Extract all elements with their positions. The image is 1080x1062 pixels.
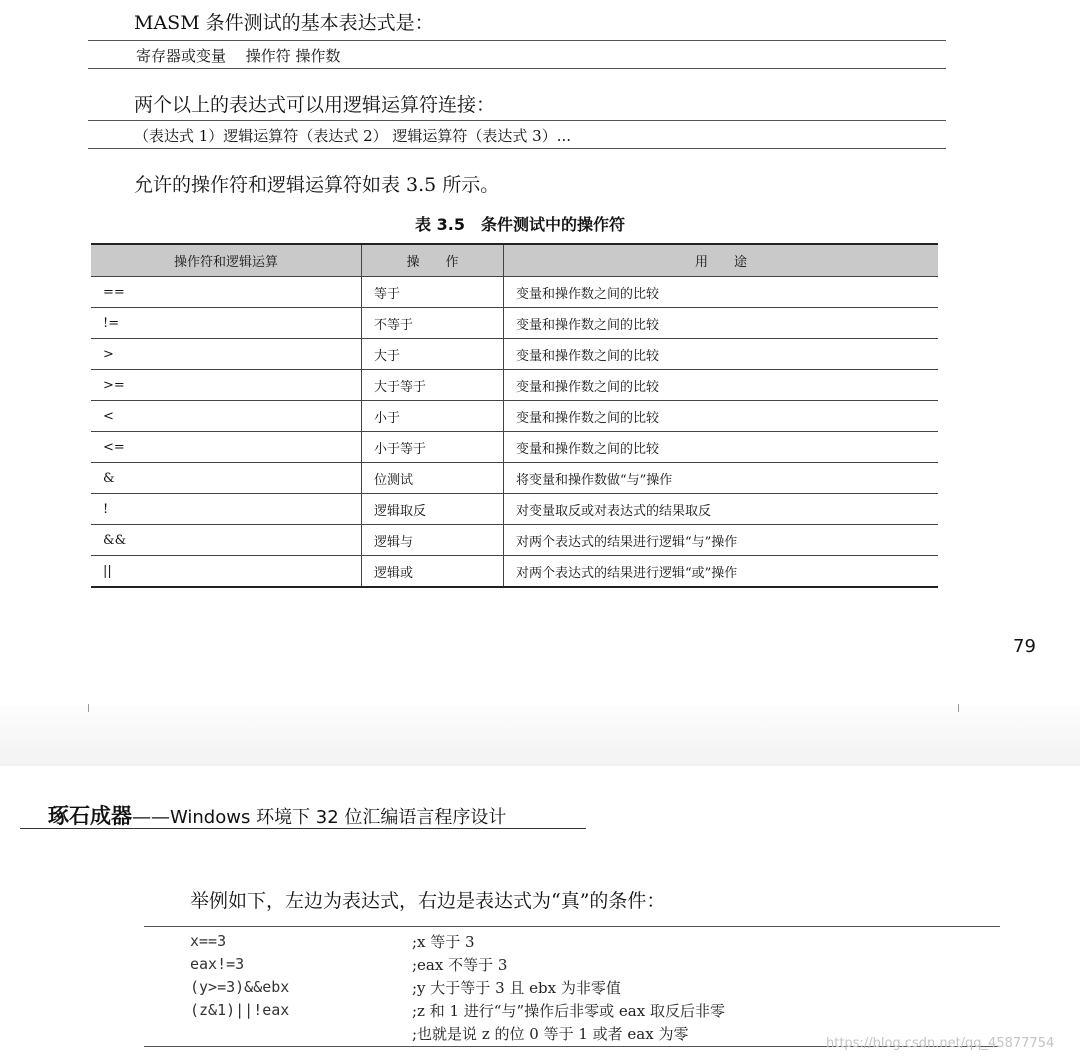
operator-cell: <=	[91, 432, 362, 463]
usage-cell: 变量和操作数之间的比较	[504, 308, 939, 339]
table-row	[91, 463, 938, 494]
example-expression: (z&1)||!eax	[190, 1001, 290, 1019]
table-header-cell: 操作符和逻辑运算	[91, 244, 362, 277]
operator-cell: >	[91, 339, 362, 370]
logic-intro-text: 两个以上的表达式可以用逻辑运算符连接：	[134, 94, 496, 116]
operator-cell: !=	[91, 308, 362, 339]
operator-cell: !	[91, 494, 362, 525]
crop-mark	[88, 704, 89, 712]
usage-cell: 变量和操作数之间的比较	[504, 339, 939, 370]
example-comment: ;x 等于 3	[412, 933, 475, 951]
usage-cell: 对两个表达式的结果进行逻辑“或”操作	[504, 556, 939, 588]
usage-cell: 对两个表达式的结果进行逻辑“与”操作	[504, 525, 939, 556]
running-head-rule	[20, 828, 586, 829]
usage-cell: 变量和操作数之间的比较	[504, 277, 939, 308]
usage-cell: 变量和操作数之间的比较	[504, 401, 939, 432]
operation-cell: 等于	[362, 277, 504, 308]
example-expression: (y>=3)&&ebx	[190, 978, 290, 996]
divider	[144, 926, 1000, 927]
table-row	[91, 525, 938, 556]
operator-cell: <	[91, 401, 362, 432]
operation-cell: 位测试	[362, 463, 504, 494]
running-head	[48, 800, 506, 830]
divider	[88, 40, 946, 41]
divider	[88, 148, 946, 149]
table-row	[91, 401, 938, 432]
table-row	[91, 370, 938, 401]
divider	[88, 68, 946, 69]
operation-cell: 逻辑取反	[362, 494, 504, 525]
syntax-line: 寄存器或变量 操作符 操作数	[136, 47, 341, 65]
operation-cell: 大于	[362, 339, 504, 370]
page-number: 79	[1013, 636, 1036, 657]
example-comment: ;eax 不等于 3	[412, 956, 508, 974]
operator-cell: ||	[91, 556, 362, 588]
book-subtitle: Windows 环境下 32 位汇编语言程序设计	[170, 807, 507, 828]
operators-table	[91, 243, 938, 588]
example-expression: eax!=3	[190, 955, 245, 973]
example-intro-text: 举例如下，左边为表达式，右边是表达式为“真”的条件：	[190, 890, 666, 912]
operation-cell: 小于	[362, 401, 504, 432]
operator-cell: >=	[91, 370, 362, 401]
usage-cell: 变量和操作数之间的比较	[504, 370, 939, 401]
table-header-row	[91, 244, 938, 277]
example-comment: ;也就是说 z 的位 0 等于 1 或者 eax 为零	[412, 1025, 689, 1043]
usage-cell: 对变量取反或对表达式的结果取反	[504, 494, 939, 525]
table-header-cell: 操 作	[362, 244, 504, 277]
page-break	[0, 706, 1080, 766]
table-row	[91, 494, 938, 525]
operation-cell: 逻辑与	[362, 525, 504, 556]
table-row	[91, 308, 938, 339]
operator-cell: &	[91, 463, 362, 494]
usage-cell: 将变量和操作数做“与”操作	[504, 463, 939, 494]
operation-cell: 不等于	[362, 308, 504, 339]
table-row	[91, 277, 938, 308]
operation-cell: 小于等于	[362, 432, 504, 463]
book-brand: 琢石成器	[48, 803, 132, 828]
table-row	[91, 556, 938, 588]
watermark: https://blog.csdn.net/qq_45877754	[826, 1036, 1055, 1051]
table-row	[91, 339, 938, 370]
table-header-cell: 用 途	[504, 244, 939, 277]
usage-cell: 变量和操作数之间的比较	[504, 432, 939, 463]
logic-syntax-line: （表达式 1）逻辑运算符（表达式 2） 逻辑运算符（表达式 3）...	[134, 127, 572, 145]
title-dash: ——	[132, 806, 170, 828]
intro-text: MASM 条件测试的基本表达式是：	[134, 12, 434, 34]
operation-cell: 逻辑或	[362, 556, 504, 588]
example-comment: ;z 和 1 进行“与”操作后非零或 eax 取反后非零	[412, 1002, 725, 1020]
example-comment: ;y 大于等于 3 且 ebx 为非零值	[412, 979, 621, 997]
divider	[88, 120, 946, 121]
table-row	[91, 432, 938, 463]
example-expression: x==3	[190, 932, 227, 950]
table-title: 表 3.5 条件测试中的操作符	[415, 215, 625, 234]
table-reference-text: 允许的操作符和逻辑运算符如表 3.5 所示。	[134, 174, 500, 196]
operation-cell: 大于等于	[362, 370, 504, 401]
operator-cell: ==	[91, 277, 362, 308]
crop-mark	[958, 704, 959, 712]
operator-cell: &&	[91, 525, 362, 556]
